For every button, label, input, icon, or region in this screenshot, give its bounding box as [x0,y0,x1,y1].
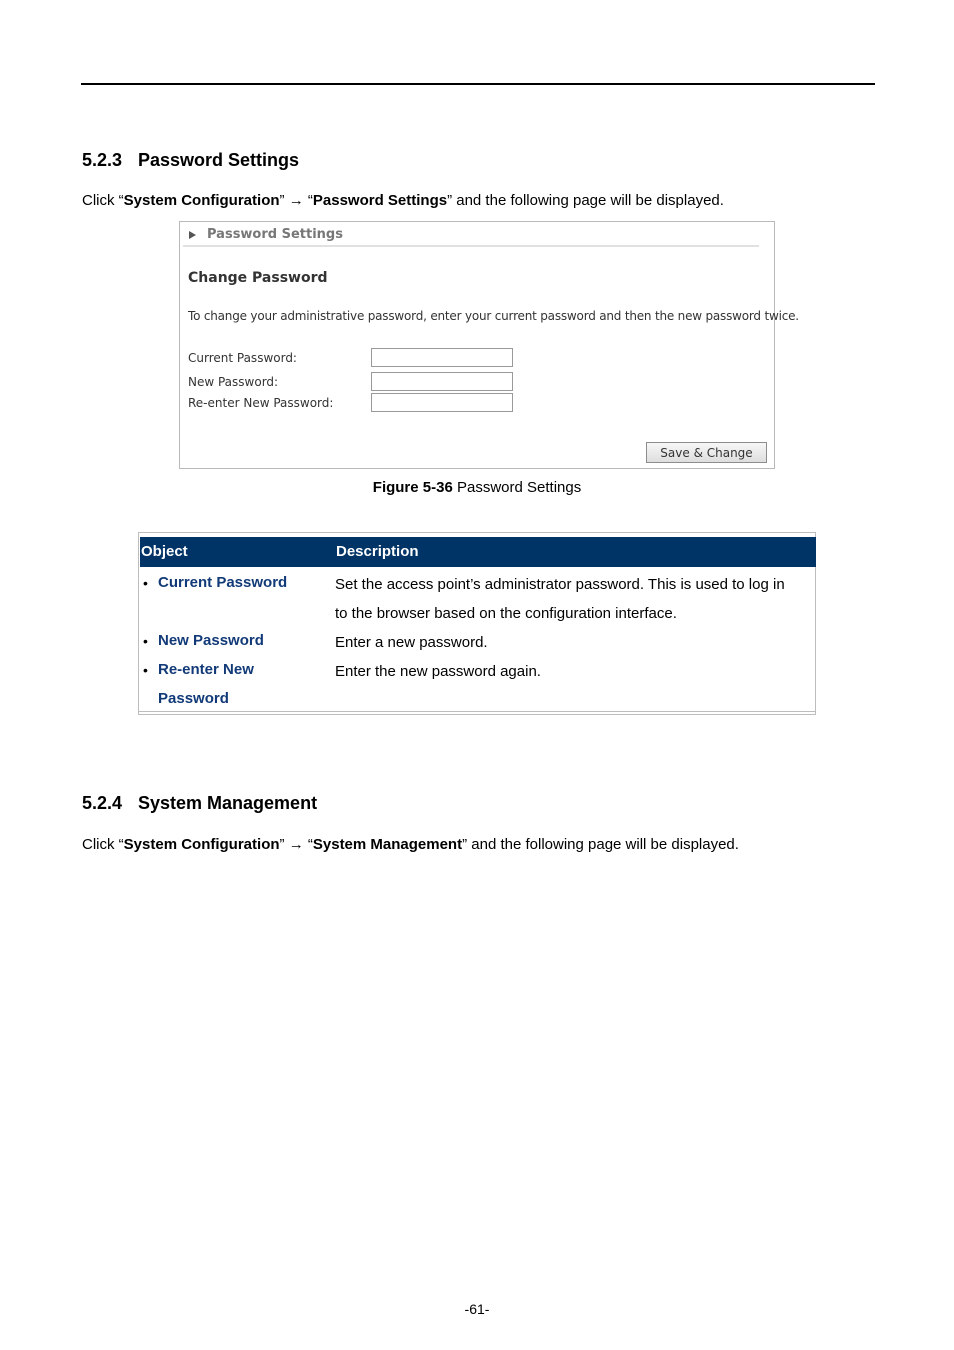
desc-current-password-line1: Set the access point’s administrator password. This is used to log in [335,576,785,593]
table-bottom-rule [139,711,815,712]
reenter-password-label: Re-enter New Password: [188,396,334,410]
text-run: “ [303,836,313,853]
change-password-heading: Change Password [188,270,328,286]
section-title: System Management [138,793,318,813]
desc-current-password-line2: to the browser based on the configuration interface. [335,605,677,622]
current-password-input[interactable] [371,348,513,367]
bullet-icon: • [143,575,148,591]
menu-path-system-configuration: System Configuration [123,836,280,853]
new-password-label: New Password: [188,375,279,389]
text-run: “ [303,192,313,209]
bullet-icon: • [143,633,148,649]
password-settings-screenshot [179,221,799,469]
object-current-password: Current Password [158,574,288,591]
object-description-table [138,532,816,715]
arrow-right-icon: → [288,836,304,853]
intro-paragraph-system-management [82,836,739,853]
text-run: Click “ [82,192,124,209]
arrow-right-icon: → [288,192,304,209]
section-number: 5.2.3 [82,150,123,170]
desc-new-password: Enter a new password. [335,634,488,651]
change-password-description: To change your administrative password, enter your current password and then the new password twice. [188,309,799,323]
section-title: Password Settings [138,150,300,170]
text-run: ” and the following page will be displayed. [462,836,739,853]
triangle-right-icon [189,231,196,239]
object-reenter-new-line2: Password [158,690,229,707]
header-rule [81,83,875,85]
current-password-label: Current Password: [188,351,297,365]
bullet-icon: • [143,662,148,678]
text-run: ” [279,836,289,853]
new-password-input[interactable] [371,372,513,391]
desc-reenter-password: Enter the new password again. [335,663,541,680]
object-reenter-new-line1: Re-enter New [158,661,254,678]
save-change-button[interactable]: Save & Change [646,442,767,463]
text-run: ” [279,192,289,209]
section-heading-password-settings [82,150,299,171]
object-new-password: New Password [158,632,264,649]
menu-path-system-configuration: System Configuration [123,192,280,209]
section-heading-system-management [82,793,317,814]
menu-path-system-management: System Management [312,836,463,853]
page-number: -61- [464,1301,490,1317]
panel-titlebar [183,225,759,247]
table-header [140,537,816,567]
header-description: Description [336,543,419,560]
reenter-password-input[interactable] [371,393,513,412]
header-object: Object [141,543,188,560]
text-run: Click “ [82,836,124,853]
figure-label: Figure 5-36 [372,479,453,496]
figure-caption-text: Password Settings [452,479,582,496]
text-run: ” and the following page will be displayed. [447,192,724,209]
menu-path-password-settings: Password Settings [312,192,448,209]
figure-caption [0,479,954,496]
intro-paragraph-password [82,192,724,209]
panel-title: Password Settings [207,227,343,242]
section-number: 5.2.4 [82,793,123,813]
